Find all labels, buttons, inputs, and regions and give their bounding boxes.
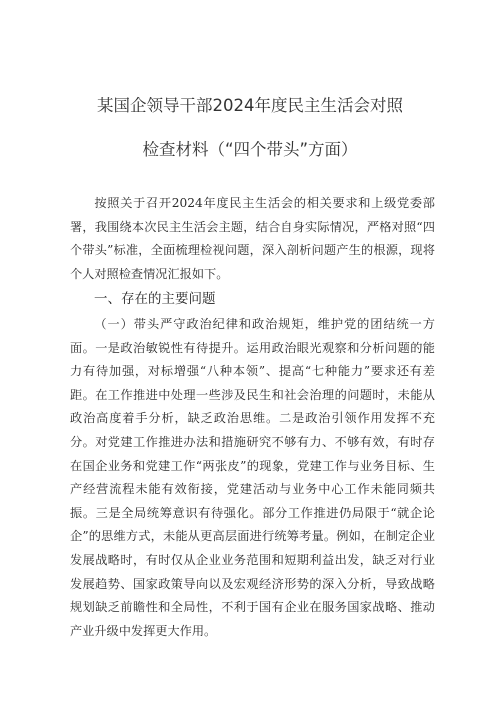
document-title-line-1: 某国企领导干部2024年度民主生活会对照 (97, 96, 403, 115)
intro-paragraph: 按照关于召开2024年度民主生活会的相关要求和上级党委部署，我围绕本次民主生活会主题，结合自身实际情况，严格对照“四个带头”标准，全面梳理检视问题，深入剖析问题产生的根源，现将个人对照检查情况汇报如下。 (70, 196, 435, 281)
document-title-line-2: 检查材料（“四个带头”方面） (142, 140, 358, 159)
section-heading: 一、存在的主要问题 (94, 291, 216, 307)
intro-block (70, 192, 435, 286)
section-block (70, 313, 435, 643)
section-paragraph: （一）带头严守政治纪律和政治规矩，维护党的团结统一方面。一是政治敏锐性有待提升。运用政治眼光观察和分析问题的能力有待加强，对标增强“八种本领”、提高“七种能力”要求还有差距。在工作推进中处理一些涉及民生和社会治理的问题时，未能从政治高度着手分析，缺乏政治思维。二是政治引领作用发挥不充分。对党建工作推进办法和措施研究不够有力、不够有效，有时存在国企业务和党建工作“两张皮”的现象，党建工作与业务目标、生产经营流程未能有效衔接，党建活动与业务中心工作未能同频共振。三是全局统筹意识有待强化。部分工作推进仍局限于“就企论企”的思维方式，未能从更高层面进行统筹考量。例如，在制定企业发展战略时，有时仅从企业业务范围和短期利益出发，缺乏对行业发展趋势、国家政策导向以及宏观经济形势的深入分析，导致战略规划缺乏前瞻性和全局性，不利于国有企业在服务国家战略、推动产业升级中发挥更大作用。 (70, 317, 435, 638)
